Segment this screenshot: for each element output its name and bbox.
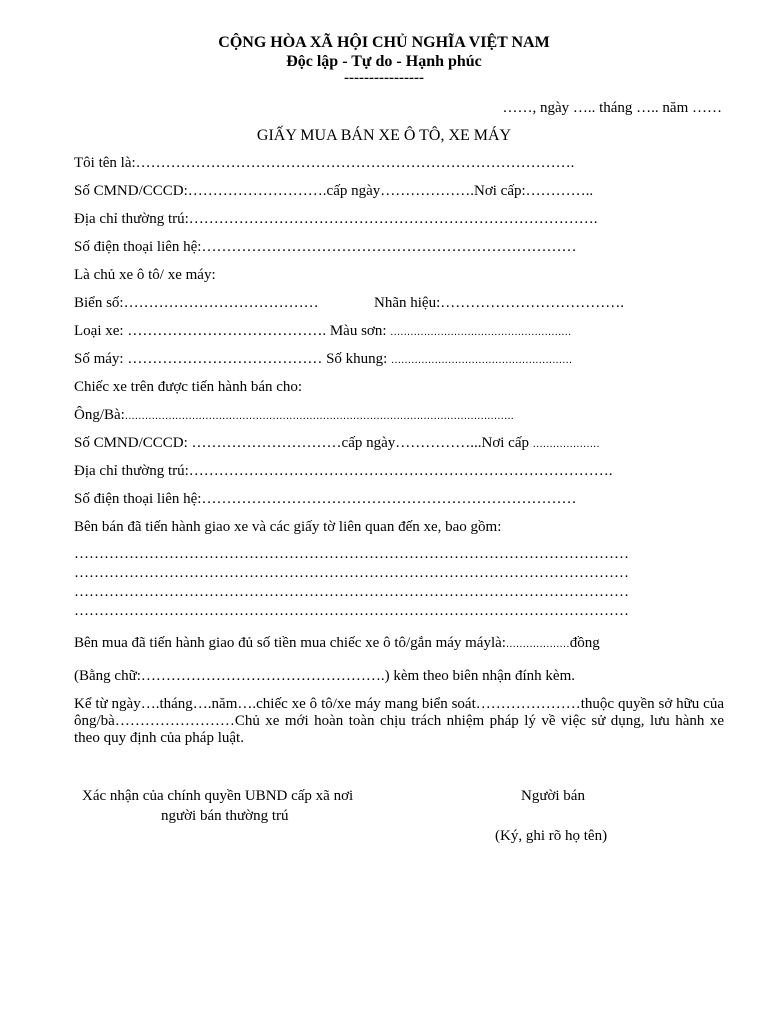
payment-amount-field bbox=[74, 635, 600, 652]
buyer-phone-field: Số điện thoại liên hệ:………………………………………………………………… bbox=[74, 491, 577, 507]
buyer-name-field bbox=[74, 407, 514, 424]
frame-number-label: Số khung: bbox=[326, 351, 392, 367]
header-rule: ---------------- bbox=[344, 70, 424, 86]
sold-to-label: Chiếc xe trên được tiến hành bán cho: bbox=[74, 379, 303, 395]
frame-number-dots: ...................................................... bbox=[391, 354, 573, 366]
handover-line: ………………………………………………………………………………………………… bbox=[74, 584, 629, 600]
nation-heading: CỘNG HÒA XÃ HỘI CHỦ NGHĨA VIỆT NAM bbox=[218, 34, 550, 51]
seller-phone-field: Số điện thoại liên hệ:………………………………………………………………… bbox=[74, 239, 577, 255]
vehicle-type-field bbox=[74, 323, 572, 340]
buyer-name-dots: .................................................................................................................... bbox=[124, 410, 515, 422]
buyer-id-field bbox=[74, 435, 600, 452]
engine-number-text: Số máy: ………………………………… bbox=[74, 351, 323, 367]
seller-name-field: Tôi tên là:……………………………………………………………………………. bbox=[74, 155, 575, 171]
plate-field: Biển số:………………………………… bbox=[74, 295, 319, 311]
color-dots: ...................................................... bbox=[390, 326, 572, 338]
seller-signature-title: Người bán bbox=[521, 788, 585, 804]
authority-confirmation-line2: người bán thường trú bbox=[161, 808, 289, 824]
handover-line: ………………………………………………………………………………………………… bbox=[74, 546, 629, 562]
owner-of-label: Là chủ xe ô tô/ xe máy: bbox=[74, 267, 216, 283]
authority-confirmation-line1: Xác nhận của chính quyền UBND cấp xã nơi bbox=[82, 788, 354, 804]
payment-in-words-field: (Bằng chữ:………………………………………….) kèm theo biên nhận đính kèm. bbox=[74, 668, 575, 684]
payment-currency: đồng bbox=[569, 635, 600, 651]
payment-amount-text: Bên mua đã tiến hành giao đủ số tiền mua chiếc xe ô tô/gắn máy máylà: bbox=[74, 635, 506, 651]
motto-heading: Độc lập - Tự do - Hạnh phúc bbox=[286, 53, 482, 70]
seller-address-field: Địa chỉ thường trú:………………………………………………………………………. bbox=[74, 211, 598, 227]
seller-id-field: Số CMND/CCCD:……………………….cấp ngày……………….Nơi cấp:………….. bbox=[74, 183, 594, 199]
vehicle-type-text: Loại xe: …………………………………. bbox=[74, 323, 327, 339]
handover-text: Bên bán đã tiến hành giao xe và các giấy tờ liên quan đến xe, bao gồm: bbox=[74, 519, 502, 535]
brand-field: Nhãn hiệu:………………………………. bbox=[374, 295, 624, 311]
date-line: ……, ngày ….. tháng ….. năm …… bbox=[502, 100, 722, 116]
engine-number-field bbox=[74, 351, 572, 368]
handover-line: ………………………………………………………………………………………………… bbox=[74, 565, 629, 581]
document-title: GIẤY MUA BÁN XE Ô TÔ, XE MÁY bbox=[256, 127, 512, 144]
ownership-clause: Kể từ ngày….tháng….năm….chiếc xe ô tô/xe máy mang biển soát…………………thuộc quyền sở hữu của ông/bà……………………Chủ xe mới hoàn toàn chịu trách nhiệm pháp lý về việc sử dụng, lưu hành xe theo quy định của pháp luật. bbox=[74, 696, 724, 746]
buyer-id-dots: .................... bbox=[532, 438, 600, 450]
payment-amount-dots: ................... bbox=[505, 638, 570, 650]
buyer-id-text: Số CMND/CCCD: …………………………cấp ngày……………...Nơi cấp bbox=[74, 435, 533, 451]
seller-signature-note: (Ký, ghi rõ họ tên) bbox=[495, 828, 608, 844]
buyer-name-label: Ông/Bà: bbox=[74, 407, 125, 423]
buyer-address-field: Địa chỉ thường trú:…………………………………………………………………………. bbox=[74, 463, 613, 479]
color-label: Màu sơn: bbox=[329, 323, 391, 339]
handover-line: ………………………………………………………………………………………………… bbox=[74, 603, 629, 619]
